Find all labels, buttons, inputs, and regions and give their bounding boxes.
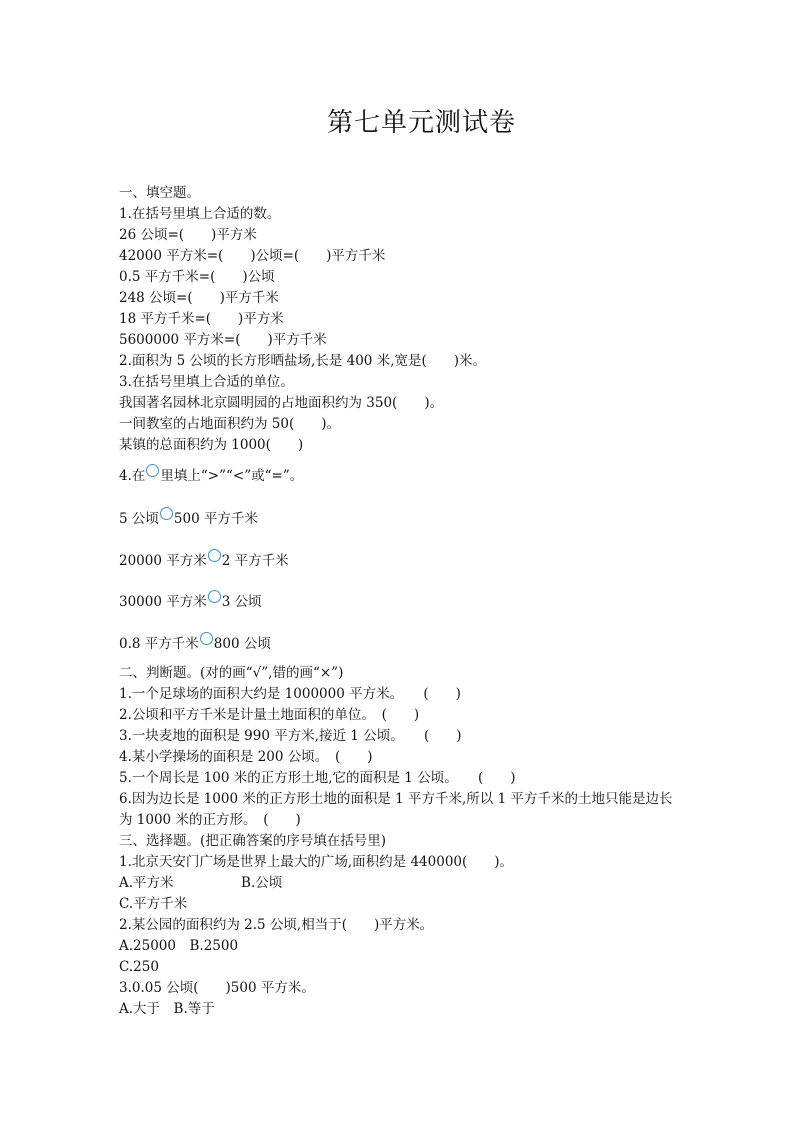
- choice-question: 1.北京天安门广场是世界上最大的广场,面积约是 440000( )。: [119, 854, 514, 870]
- q4-right: 500 平方千米: [173, 511, 258, 527]
- choice-question: 3.0.05 公顷( )500 平方米。: [119, 980, 315, 996]
- question-1: 1.在括号里填上合适的数。: [119, 206, 281, 222]
- circle-blank-icon: [146, 464, 159, 477]
- compare-circle-blank[interactable]: [208, 590, 221, 603]
- compare-circle-blank[interactable]: [160, 507, 173, 520]
- judgement-item: 5.一个周长是 100 米的正方形土地,它的面积是 1 公顷。 ( ): [119, 770, 516, 786]
- question-4: [119, 464, 303, 485]
- q4-left: 30000 平方米: [119, 594, 207, 610]
- q1-item: 5600000 平方米=( )平方千米: [119, 332, 327, 348]
- q4-text-before: 4.在: [119, 468, 146, 484]
- page-title: 第七单元测试卷: [326, 108, 516, 138]
- question-2: 2.面积为 5 公顷的长方形晒盐场,长是 400 米,宽是( )米。: [119, 353, 487, 369]
- q3-item: 某镇的总面积约为 1000( ): [119, 437, 304, 453]
- q1-item: 0.5 平方千米=( )公顷: [119, 269, 275, 285]
- q3-item: 我国著名园林北京圆明园的占地面积约为 350( )。: [119, 395, 444, 411]
- compare-circle-blank[interactable]: [208, 549, 221, 562]
- q4-left: 0.8 平方千米: [119, 636, 199, 652]
- q4-text-after: 里填上“>”“<”或“=”。: [160, 468, 304, 484]
- section2-heading: 二、判断题。(对的画“√”,错的画“×”): [119, 665, 344, 681]
- section1-heading: 一、填空题。: [119, 185, 200, 201]
- judgement-item: 2.公顷和平方千米是计量土地面积的单位。 ( ): [119, 707, 420, 723]
- question-3: 3.在括号里填上合适的单位。: [119, 374, 294, 390]
- judgement-item: 1.一个足球场的面积大约是 1000000 平方米。 ( ): [119, 686, 461, 702]
- q4-right: 800 公顷: [213, 636, 271, 652]
- q4-item: [119, 507, 258, 528]
- judgement-item: 4.某小学操场的面积是 200 公顷。 ( ): [119, 749, 373, 765]
- q3-item: 一间教室的占地面积约为 50( )。: [119, 416, 341, 432]
- q1-item: 248 公顷=( )平方千米: [119, 290, 279, 306]
- q4-left: 5 公顷: [119, 511, 159, 527]
- compare-circle-blank[interactable]: [200, 632, 213, 645]
- q4-item: [119, 549, 289, 570]
- q1-item: 26 公顷=( )平方米: [119, 227, 257, 243]
- choice-options: C.250: [119, 959, 159, 975]
- section3-heading: 三、选择题。(把正确答案的序号填在括号里): [119, 833, 387, 849]
- q4-item: [119, 590, 262, 611]
- judgement-item: 3.一块麦地的面积是 990 平方米,接近 1 公顷。 ( ): [119, 728, 462, 744]
- choice-question: 2.某公园的面积约为 2.5 公顷,相当于( )平方米。: [119, 917, 434, 933]
- choice-options: A.大于 B.等于: [119, 1001, 215, 1017]
- choice-options: C.平方千米: [119, 896, 188, 912]
- q1-item: 18 平方千米=( )平方米: [119, 311, 284, 327]
- q1-item: 42000 平方米=( )公顷=( )平方千米: [119, 248, 386, 264]
- choice-options: A.25000 B.2500: [119, 938, 239, 954]
- q4-right: 3 公顷: [221, 594, 262, 610]
- choice-options: A.平方米 B.公顷: [119, 875, 283, 891]
- q4-item: [119, 632, 271, 653]
- q4-right: 2 平方千米: [221, 553, 289, 569]
- judgement-item: 6.因为边长是 1000 米的正方形土地的面积是 1 平方千米,所以 1 平方千米的土地只能是边长为 1000 米的正方形。 ( ): [119, 791, 673, 828]
- q4-left: 20000 平方米: [119, 553, 207, 569]
